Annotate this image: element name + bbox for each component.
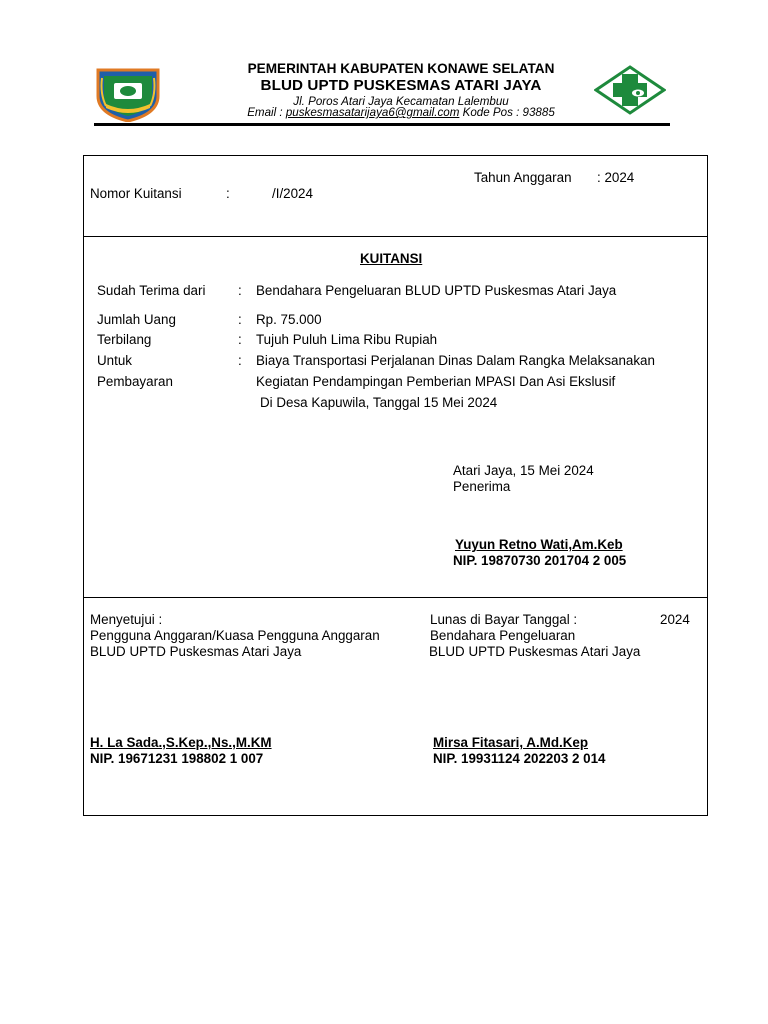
tahun-anggaran-value: : 2024 <box>597 170 635 185</box>
row-label-sudah-terima: Sudah Terima dari <box>97 283 206 298</box>
tahun-anggaran-label: Tahun Anggaran <box>474 170 572 185</box>
email-prefix: Email : <box>247 106 286 119</box>
nomor-kuitansi-label: Nomor Kuitansi <box>90 186 182 201</box>
approver-name: H. La Sada.,S.Kep.,Ns.,M.KM <box>90 735 272 750</box>
row-value-jumlah-uang: Rp. 75.000 <box>256 312 322 327</box>
row-value-sudah-terima: Bendahara Pengeluaran BLUD UPTD Puskesmas Atari Jaya <box>256 283 617 298</box>
treasurer-nip: NIP. 19931124 202203 2 014 <box>433 751 606 766</box>
row-value-untuk: Biaya Transportasi Perjalanan Dinas Dalam Rangka Melaksanakan <box>256 353 655 368</box>
paid-date-label: Lunas di Bayar Tanggal : <box>430 612 578 627</box>
nomor-kuitansi-value: /I/2024 <box>272 186 313 201</box>
approver-heading: Menyetujui : <box>90 612 163 627</box>
row-label-terbilang: Terbilang <box>97 332 152 347</box>
header-address: Jl. Poros Atari Jaya Kecamatan Lalembuu <box>293 95 509 108</box>
receiver-nip: NIP. 19870730 201704 2 005 <box>453 553 627 568</box>
header-institution-name: BLUD UPTD PUSKESMAS ATARI JAYA <box>260 77 542 94</box>
row-colon-terbilang: : <box>238 332 242 347</box>
row-label-pembayaran: Pembayaran <box>97 374 173 389</box>
regency-coat-of-arms-icon <box>92 66 164 122</box>
header-divider <box>94 123 670 126</box>
paid-year: 2024 <box>660 612 690 627</box>
row-colon-untuk: : <box>238 353 242 368</box>
email-link[interactable]: puskesmasatarijaya6@gmail.com <box>285 106 460 119</box>
receiver-name: Yuyun Retno Wati,Am.Keb <box>455 537 623 552</box>
treasurer-name: Mirsa Fitasari, A.Md.Kep <box>433 735 589 750</box>
divider-top <box>83 236 708 237</box>
approver-institution: BLUD UPTD Puskesmas Atari Jaya <box>90 644 302 659</box>
header-government-name: PEMERINTAH KABUPATEN KONAWE SELATAN <box>247 61 555 76</box>
row-colon-jumlah-uang: : <box>238 312 242 327</box>
puskesmas-cross-icon <box>594 65 666 115</box>
row-colon-sudah-terima: : <box>238 283 242 298</box>
treasurer-role: Bendahara Pengeluaran <box>430 628 576 643</box>
place-date: Atari Jaya, 15 Mei 2024 <box>453 463 594 478</box>
receipt-title: KUITANSI <box>360 251 423 266</box>
row-label-untuk: Untuk <box>97 353 132 368</box>
row-label-jumlah-uang: Jumlah Uang <box>97 312 176 327</box>
header-contact <box>180 106 622 119</box>
receiver-role: Penerima <box>453 479 511 494</box>
divider-bottom <box>83 597 708 598</box>
row-value-pembayaran: Kegiatan Pendampingan Pemberian MPASI Dan Asi Ekslusif <box>256 374 616 389</box>
nomor-kuitansi-colon: : <box>226 186 230 201</box>
purpose-continuation: Di Desa Kapuwila, Tanggal 15 Mei 2024 <box>260 395 498 410</box>
postcode: Kode Pos : 93885 <box>459 106 555 119</box>
row-value-terbilang: Tujuh Puluh Lima Ribu Rupiah <box>256 332 438 347</box>
treasurer-institution: BLUD UPTD Puskesmas Atari Jaya <box>429 644 641 659</box>
approver-role: Pengguna Anggaran/Kuasa Pengguna Anggaran <box>90 628 380 643</box>
approver-nip: NIP. 19671231 198802 1 007 <box>90 751 264 766</box>
